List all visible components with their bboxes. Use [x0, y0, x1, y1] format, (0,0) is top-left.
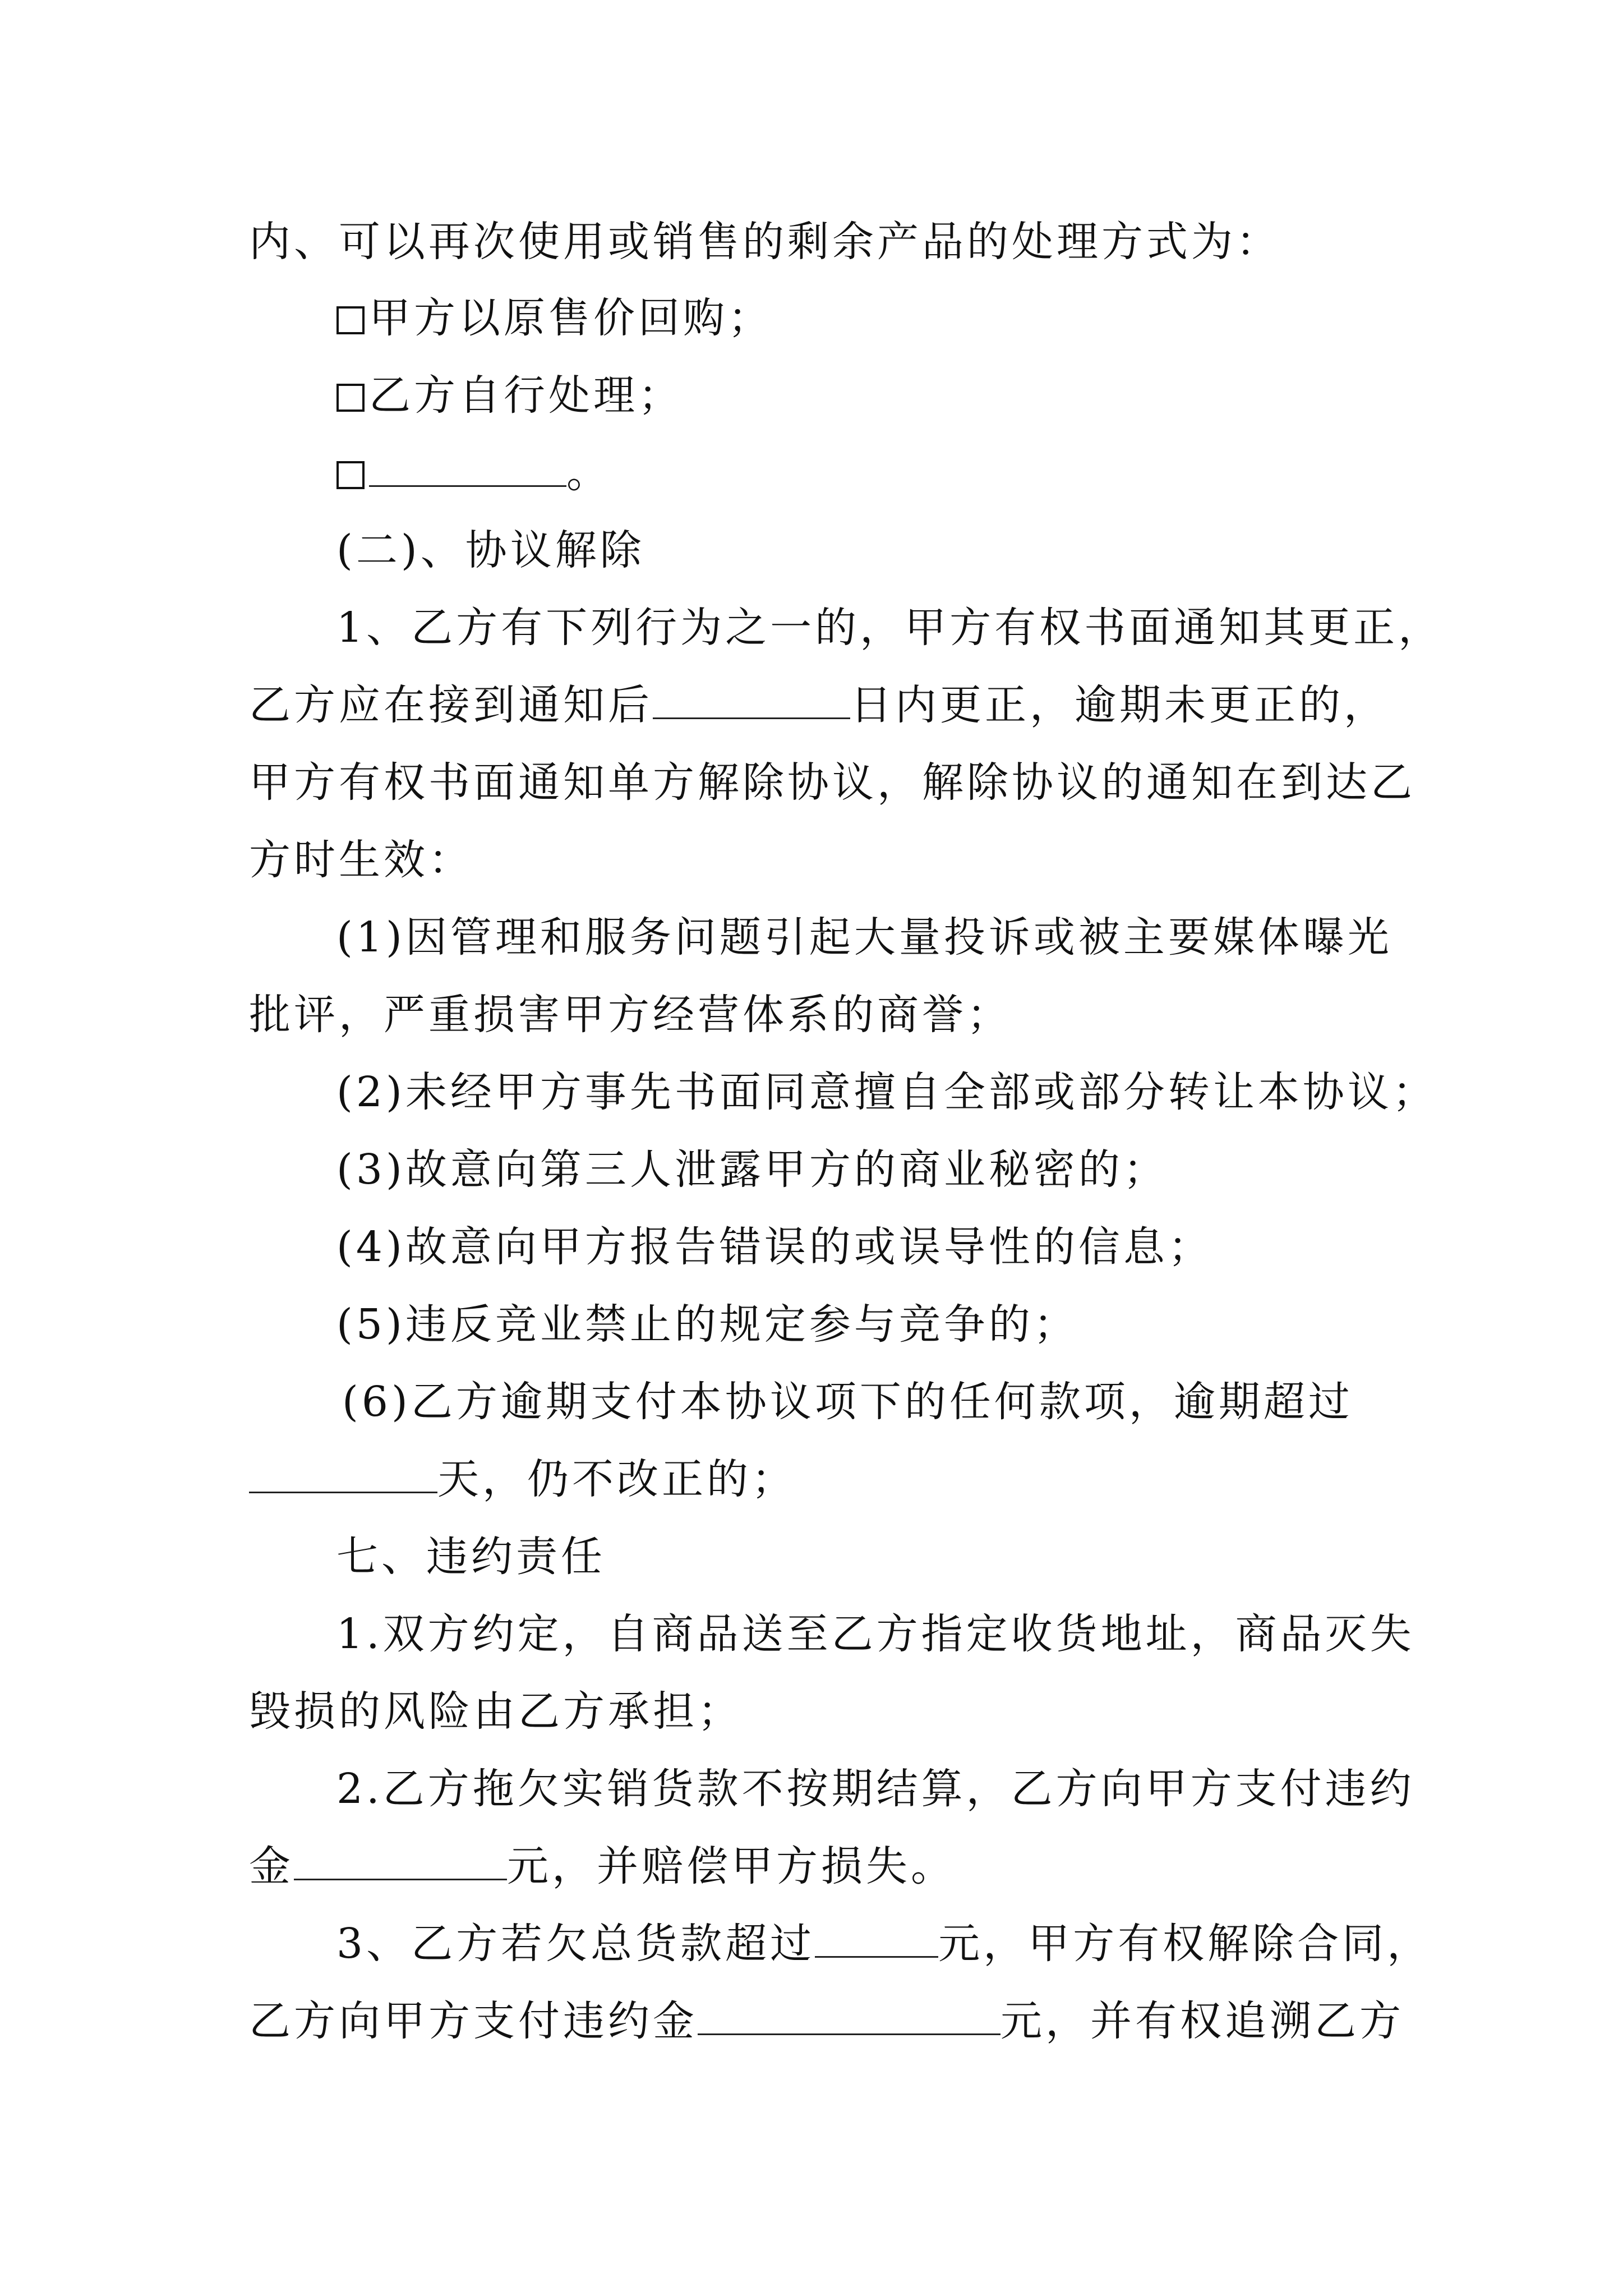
text-line: (1)因管理和服务问题引起大量投诉或被主要媒体曝光: [336, 913, 1393, 961]
option-text: 乙方自行处理；: [369, 371, 683, 420]
fill-in-blank[interactable]: [698, 2001, 1000, 2035]
fill-in-blank[interactable]: [653, 685, 850, 719]
checkbox-icon[interactable]: [336, 384, 365, 412]
text-segment: 元，并赔偿甲方损失。: [507, 1842, 956, 1890]
text-segment: 3、乙方若欠总货款超过: [336, 1920, 815, 1968]
text-segment: 金: [249, 1842, 294, 1890]
text-line: (2)未经甲方事先书面同意擅自全部或部分转让本协议；: [336, 1068, 1437, 1116]
fill-in-blank[interactable]: [249, 1459, 437, 1493]
section-heading: (二)、协议解除: [336, 526, 645, 574]
checkbox-icon[interactable]: [336, 306, 365, 334]
text-line: [249, 1997, 1404, 2045]
text-line: 甲方有权书面通知单方解除协议，解除协议的通知在到达乙: [249, 758, 1415, 807]
text-line: [336, 1920, 1432, 1968]
option-line: [336, 371, 683, 420]
fill-in-blank[interactable]: [294, 1846, 507, 1880]
option-text: 。: [566, 449, 611, 497]
text-line: 方时生效：: [249, 836, 473, 884]
text-line: [249, 1842, 956, 1890]
text-line: 1、乙方有下列行为之一的，甲方有权书面通知其更正，: [336, 604, 1444, 652]
text-segment: 日内更正，逾期未更正的，: [850, 681, 1389, 729]
text-segment: 元，并有权追溯乙方: [1000, 1997, 1404, 2045]
text-line: [249, 681, 1389, 729]
option-line: [336, 449, 611, 497]
text-segment: 元，甲方有权解除合同，: [938, 1920, 1432, 1968]
section-heading: 七、违约责任: [336, 1533, 606, 1581]
text-segment: 天，仍不改正的；: [437, 1455, 796, 1503]
text-line: (3)故意向第三人泄露甲方的商业秘密的；: [336, 1145, 1168, 1194]
text-segment: 乙方应在接到通知后: [249, 681, 653, 729]
text-line: [249, 1455, 796, 1503]
text-line: 毁损的风险由乙方承担；: [249, 1687, 743, 1736]
text-line: (5)违反竞业禁止的规定参与竞争的；: [336, 1300, 1078, 1349]
option-text: 甲方以原售价回购；: [369, 294, 773, 342]
text-line: 内、可以再次使用或销售的剩余产品的处理方式为：: [249, 218, 1281, 266]
text-line: 批评，严重损害甲方经营体系的商誉；: [249, 991, 1012, 1039]
fill-in-blank[interactable]: [369, 453, 566, 487]
text-line: (4)故意向甲方报告错误的或误导性的信息；: [336, 1223, 1213, 1271]
text-segment: 乙方向甲方支付违约金: [249, 1997, 698, 2045]
text-line: 2.乙方拖欠实销货款不按期结算，乙方向甲方支付违约: [336, 1765, 1415, 1813]
text-line: 1.双方约定，自商品送至乙方指定收货地址，商品灭失: [336, 1610, 1415, 1658]
option-line: [336, 294, 773, 342]
text-line: (6)乙方逾期支付本协议项下的任何款项，逾期超过: [342, 1378, 1353, 1426]
fill-in-blank[interactable]: [815, 1924, 938, 1958]
checkbox-icon[interactable]: [336, 461, 365, 489]
